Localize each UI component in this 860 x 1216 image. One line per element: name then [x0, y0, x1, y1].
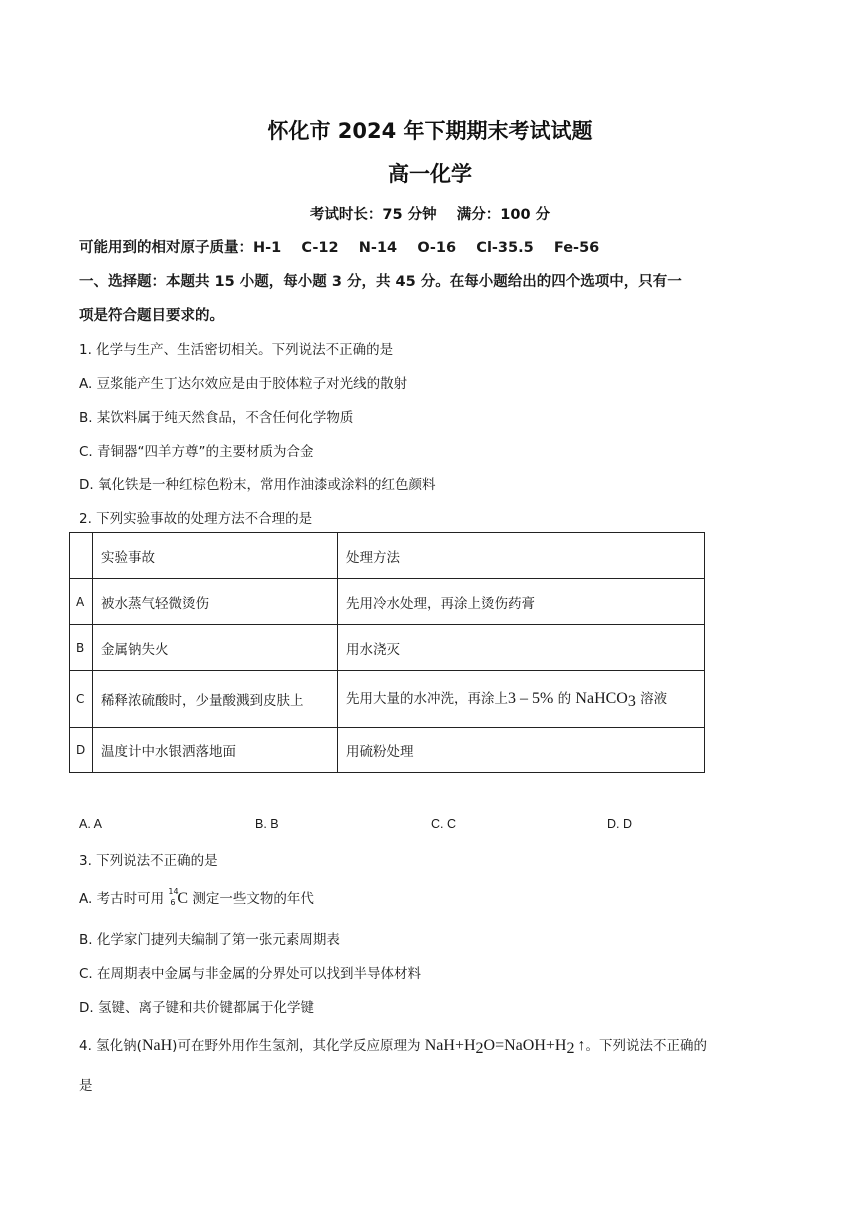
q2-stem: 2. 下列实验事故的处理方法不合理的是	[79, 511, 313, 527]
atomic-number: 6	[170, 898, 176, 907]
table-header-blank	[70, 533, 93, 579]
subject-title: 高一化学	[388, 162, 472, 186]
q3-a-text: A. 考古时可用	[79, 891, 169, 907]
row-letter: B	[70, 625, 93, 671]
atomic-masses: 可能用到的相对原子质量：H-1 C-12 N-14 O-16 Cl-35.5 Fe-56	[79, 240, 600, 256]
method-text-post: 溶液	[635, 691, 668, 707]
q1-option-a: A. 豆浆能产生丁达尔效应是由于胶体粒子对光线的散射	[79, 376, 408, 392]
q2-option-c: C. C	[431, 817, 456, 831]
q1-option-b: B. 某饮料属于纯天然食品，不含任何化学物质	[79, 410, 354, 426]
exam-title: 怀化市 2024 年下期期末考试试题	[267, 119, 593, 143]
q4-stem	[79, 1034, 707, 1058]
q4-text: 4. 氢化钠(	[79, 1038, 142, 1054]
accident-table	[69, 532, 705, 773]
row-accident: 稀释浓硫酸时，少量酸溅到皮肤上	[93, 671, 338, 728]
formula-subscript: 3	[627, 693, 636, 710]
q4-text-mid: )可在野外用作生氢剂，其化学反应原理为	[172, 1038, 425, 1054]
q1-option-c: C. 青铜器“四羊方尊”的主要材质为合金	[79, 444, 314, 460]
carbon-isotope	[168, 887, 179, 907]
equation-part2: O=NaOH+H	[483, 1037, 567, 1054]
q2-option-d: D. D	[607, 817, 632, 831]
row-accident: 金属钠失火	[93, 625, 338, 671]
table-header-row	[70, 533, 705, 579]
table-row	[70, 579, 705, 625]
q3-option-d: D. 氢键、离子键和共价键都属于化学键	[79, 1000, 314, 1016]
q3-option-b: B. 化学家门捷列夫编制了第一张元素周期表	[79, 932, 340, 948]
equation-part1: NaH+H	[424, 1037, 476, 1054]
q3-stem: 3. 下列说法不正确的是	[79, 853, 218, 869]
q3-option-c: C. 在周期表中金属与非金属的分界处可以找到半导体材料	[79, 966, 422, 982]
equation-sub1: 2	[475, 1040, 484, 1057]
table-row	[70, 625, 705, 671]
section-heading-line2: 项是符合题目要求的。	[79, 308, 224, 324]
exam-info: 考试时长：75 分钟 满分：100 分	[309, 207, 551, 223]
row-method	[338, 671, 705, 728]
equation-sub2: 2	[566, 1040, 575, 1057]
row-method: 用水浇灭	[338, 625, 705, 671]
q3-option-a	[79, 887, 314, 908]
q2-option-a: A. A	[79, 817, 102, 831]
table-header-method: 处理方法	[338, 533, 705, 579]
method-text-mid: 的	[553, 691, 576, 707]
row-accident: 温度计中水银洒落地面	[93, 728, 338, 773]
q4-stem-line2: 是	[79, 1078, 93, 1094]
section-heading-line1: 一、选择题：本题共 15 小题，每小题 3 分，共 45 分。在每小题给出的四个选项中，只有一	[79, 274, 682, 290]
mass-number: 14	[168, 887, 179, 896]
method-text: 先用大量的水冲洗，再涂上	[346, 691, 508, 707]
q4-text-post: 。下列说法不正确的	[585, 1038, 707, 1054]
carbon-symbol: C	[177, 890, 189, 907]
table-header-accident: 实验事故	[93, 533, 338, 579]
q1-option-d: D. 氧化铁是一种红棕色粉末，常用作油漆或涂料的红色颜料	[79, 477, 436, 493]
q3-a-text-post: 测定一些文物的年代	[188, 891, 314, 907]
row-method: 先用冷水处理，再涂上烫伤药膏	[338, 579, 705, 625]
row-letter: C	[70, 671, 93, 728]
row-letter: A	[70, 579, 93, 625]
table-row	[70, 728, 705, 773]
row-method: 用硫粉处理	[338, 728, 705, 773]
nahco3-formula: NaHCO	[575, 690, 628, 707]
row-accident: 被水蒸气轻微烫伤	[93, 579, 338, 625]
q1-stem: 1. 化学与生产、生活密切相关。下列说法不正确的是	[79, 342, 394, 358]
concentration: 3 – 5%	[508, 690, 554, 707]
nah-formula: NaH	[141, 1037, 173, 1054]
q2-option-b: B. B	[255, 817, 279, 831]
gas-arrow-icon: ↑	[577, 1037, 586, 1054]
table-row	[70, 671, 705, 728]
row-letter: D	[70, 728, 93, 773]
